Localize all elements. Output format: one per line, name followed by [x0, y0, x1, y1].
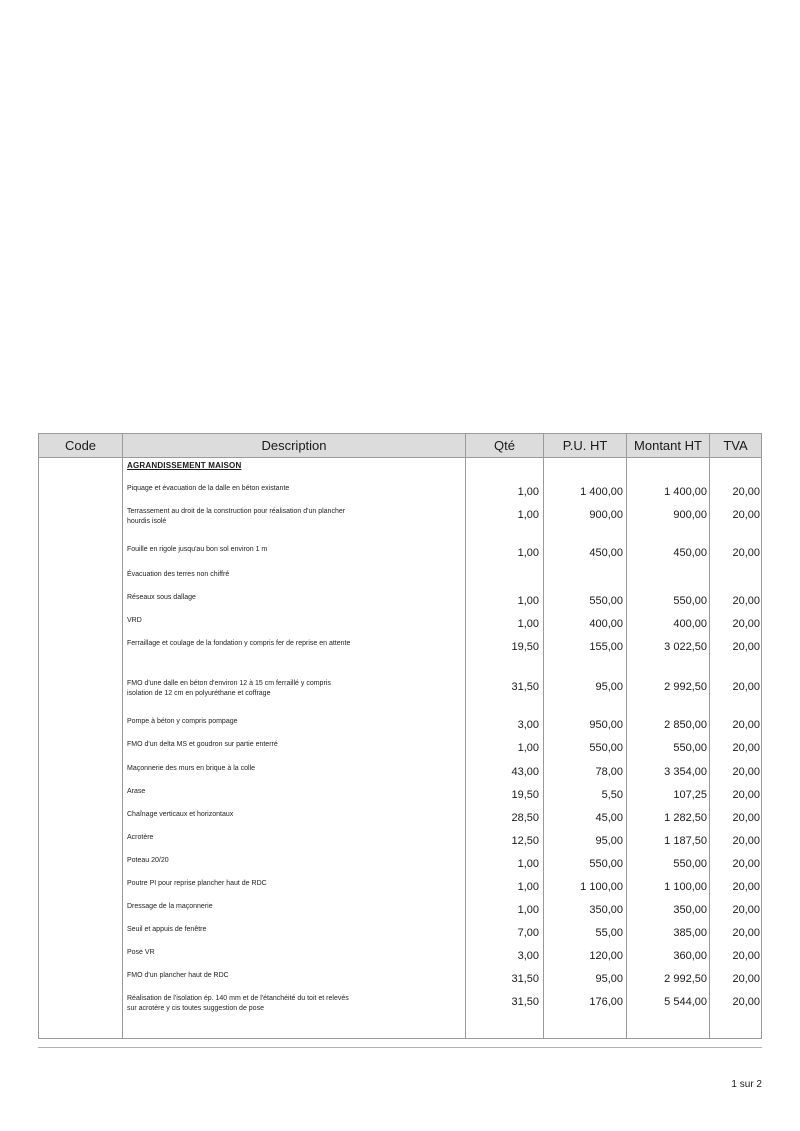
- row-unit-price: 550,00: [589, 858, 623, 870]
- row-amount: 385,00: [673, 927, 707, 939]
- row-qty: 3,00: [517, 950, 539, 962]
- row-vat: 20,00: [732, 858, 760, 870]
- row-qty: 31,50: [511, 681, 539, 693]
- header-code: Code: [64, 438, 97, 453]
- row-qty: 19,50: [511, 789, 539, 801]
- row-description: Réalisation de l'isolation ép. 140 mm et de l'étanchéité du toit et relevés sur acrotère y cis toutes suggestion de pose: [127, 995, 349, 1012]
- row-vat: 20,00: [732, 719, 760, 731]
- quote-table: [38, 433, 762, 1039]
- row-unit-price: 400,00: [589, 618, 623, 630]
- row-vat: 20,00: [732, 881, 760, 893]
- row-qty: 1,00: [517, 742, 539, 754]
- row-vat: 20,00: [732, 812, 760, 824]
- column-divider: [543, 434, 544, 1038]
- row-vat: 20,00: [732, 927, 760, 939]
- header-unit-price: P.U. HT: [562, 438, 608, 453]
- row-qty: 7,00: [517, 927, 539, 939]
- row-description: Piquage et évacuation de la dalle en béton existante: [127, 485, 290, 492]
- row-unit-price: 1 100,00: [580, 881, 623, 893]
- row-vat: 20,00: [732, 742, 760, 754]
- row-qty: 1,00: [517, 881, 539, 893]
- column-divider: [626, 434, 627, 1038]
- row-amount: 900,00: [673, 509, 707, 521]
- row-vat: 20,00: [732, 789, 760, 801]
- row-qty: 1,00: [517, 904, 539, 916]
- row-description: Poutre PI pour reprise plancher haut de RDC: [127, 880, 267, 887]
- row-unit-price: 1 400,00: [580, 486, 623, 498]
- row-description: Arase: [127, 788, 146, 795]
- row-amount: 1 282,50: [664, 812, 707, 824]
- row-unit-price: 550,00: [589, 742, 623, 754]
- row-qty: 31,50: [511, 973, 539, 985]
- header-vat: TVA: [723, 438, 748, 453]
- row-vat: 20,00: [732, 950, 760, 962]
- row-vat: 20,00: [732, 509, 760, 521]
- row-description: FMO d'un plancher haut de RDC: [127, 972, 229, 979]
- row-amount: 2 992,50: [664, 973, 707, 985]
- row-qty: 1,00: [517, 486, 539, 498]
- section-title: AGRANDISSEMENT MAISON: [127, 461, 242, 470]
- row-vat: 20,00: [732, 547, 760, 559]
- row-qty: 19,50: [511, 641, 539, 653]
- row-description: Dressage de la maçonnerie: [127, 903, 213, 910]
- row-qty: 31,50: [511, 996, 539, 1008]
- row-unit-price: 176,00: [589, 996, 623, 1008]
- column-divider: [122, 434, 123, 1038]
- row-description: Terrassement au droit de la construction pour réalisation d'un plancher hourdis isolé: [127, 508, 346, 525]
- row-amount: 360,00: [673, 950, 707, 962]
- row-vat: 20,00: [732, 595, 760, 607]
- row-description: Évacuation des terres non chiffré: [127, 571, 230, 578]
- row-qty: 28,50: [511, 812, 539, 824]
- row-vat: 20,00: [732, 618, 760, 630]
- row-unit-price: 5,50: [601, 789, 623, 801]
- row-description: Fouille en rigole jusqu'au bon sol environ 1 m: [127, 546, 268, 553]
- row-description: Pompe à béton y compris pompage: [127, 718, 238, 725]
- header-qty: Qté: [494, 438, 515, 453]
- row-unit-price: 155,00: [589, 641, 623, 653]
- row-vat: 20,00: [732, 904, 760, 916]
- row-unit-price: 450,00: [589, 547, 623, 559]
- row-amount: 400,00: [673, 618, 707, 630]
- row-unit-price: 95,00: [595, 973, 623, 985]
- row-amount: 3 022,50: [664, 641, 707, 653]
- row-vat: 20,00: [732, 835, 760, 847]
- row-amount: 550,00: [673, 742, 707, 754]
- row-vat: 20,00: [732, 973, 760, 985]
- row-amount: 1 400,00: [664, 486, 707, 498]
- row-qty: 1,00: [517, 618, 539, 630]
- row-amount: 550,00: [673, 858, 707, 870]
- row-qty: 12,50: [511, 835, 539, 847]
- row-amount: 5 544,00: [664, 996, 707, 1008]
- page-number: 1 sur 2: [731, 1079, 762, 1090]
- row-qty: 1,00: [517, 595, 539, 607]
- row-amount: 450,00: [673, 547, 707, 559]
- row-description: Chaînage verticaux et horizontaux: [127, 811, 234, 818]
- row-vat: 20,00: [732, 766, 760, 778]
- row-qty: 1,00: [517, 547, 539, 559]
- header-description: Description: [261, 438, 327, 453]
- row-amount: 1 187,50: [664, 835, 707, 847]
- row-unit-price: 95,00: [595, 835, 623, 847]
- row-description: Ferraillage et coulage de la fondation y compris fer de reprise en attente: [127, 640, 351, 647]
- row-amount: 2 850,00: [664, 719, 707, 731]
- row-qty: 1,00: [517, 509, 539, 521]
- row-description: Réseaux sous dallage: [127, 594, 196, 601]
- row-description: FMO d'un delta MS et goudron sur partie enterré: [127, 741, 278, 748]
- row-description: Pose VR: [127, 949, 155, 956]
- row-unit-price: 78,00: [595, 766, 623, 778]
- row-vat: 20,00: [732, 681, 760, 693]
- row-description: FMO d'une dalle en béton d'environ 12 à 15 cm ferraillé y compris isolation de 12 cm en polyuréthane et coffrage: [127, 680, 331, 697]
- column-divider: [709, 434, 710, 1038]
- column-divider: [465, 434, 466, 1038]
- row-amount: 3 354,00: [664, 766, 707, 778]
- row-description: VRD: [127, 617, 142, 624]
- row-qty: 1,00: [517, 858, 539, 870]
- row-description: Acrotère: [127, 834, 154, 841]
- row-description: Maçonnerie des murs en brique à la colle: [127, 765, 256, 772]
- row-unit-price: 350,00: [589, 904, 623, 916]
- row-description: Poteau 20/20: [127, 857, 169, 864]
- bottom-rule: [38, 1047, 762, 1048]
- row-vat: 20,00: [732, 486, 760, 498]
- row-qty: 3,00: [517, 719, 539, 731]
- row-unit-price: 120,00: [589, 950, 623, 962]
- row-unit-price: 550,00: [589, 595, 623, 607]
- row-qty: 43,00: [511, 766, 539, 778]
- row-amount: 107,25: [673, 789, 707, 801]
- row-unit-price: 55,00: [595, 927, 623, 939]
- row-amount: 1 100,00: [664, 881, 707, 893]
- row-vat: 20,00: [732, 641, 760, 653]
- header-amount: Montant HT: [634, 438, 702, 453]
- row-amount: 2 992,50: [664, 681, 707, 693]
- row-description: Seuil et appuis de fenêtre: [127, 926, 207, 933]
- row-vat: 20,00: [732, 996, 760, 1008]
- row-amount: 550,00: [673, 595, 707, 607]
- row-amount: 350,00: [673, 904, 707, 916]
- row-unit-price: 900,00: [589, 509, 623, 521]
- row-unit-price: 950,00: [589, 719, 623, 731]
- row-unit-price: 45,00: [595, 812, 623, 824]
- row-unit-price: 95,00: [595, 681, 623, 693]
